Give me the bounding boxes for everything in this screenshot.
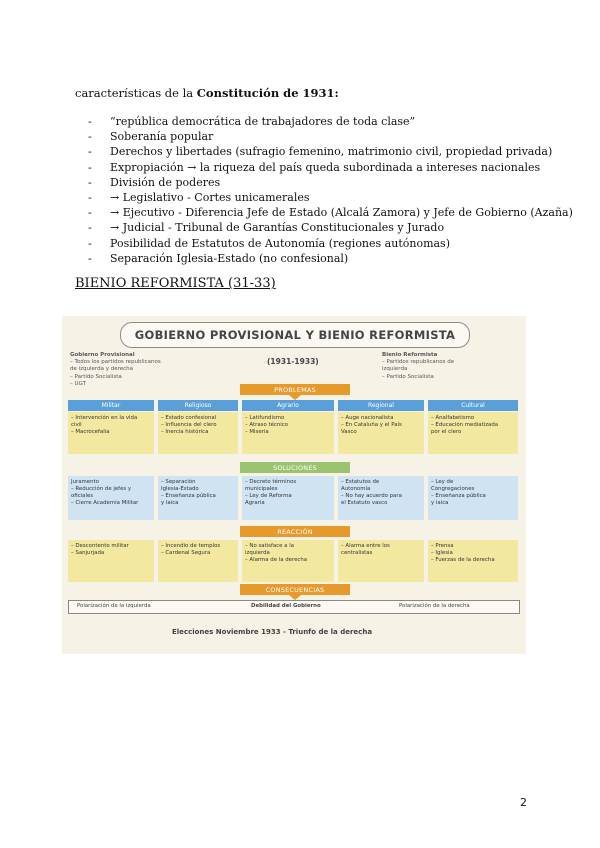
list-item: - Posibilidad de Estatutos de Autonomía (regiones autónomas) (88, 236, 573, 251)
infographic-title: GOBIERNO PROVISIONAL Y BIENIO REFORMISTA (120, 322, 470, 348)
column-header: Militar (68, 400, 154, 411)
period-label: (1931-1933) (267, 357, 319, 366)
solution-cultural: – Ley de Congregaciones – Enseñanza pública y laica (428, 476, 518, 520)
solution-agrario: – Decreto términos municipales – Ley de Reforma Agraria (242, 476, 334, 520)
section-title: BIENIO REFORMISTA (31-33) (75, 276, 276, 291)
column-header: Agrario (242, 400, 334, 411)
list-item: - Expropiación → la riqueza del país queda subordinada a intereses nacionales (88, 160, 573, 175)
list-item: - Soberanía popular (88, 129, 573, 144)
solution-militar: Juramento – Reducción de jefes y oficiales – Cierre Academia Militar (68, 476, 154, 520)
left-box-line: – UGT (70, 380, 86, 387)
reaction-cultural: – Prensa – Iglesia – Fuerzas de la derecha (428, 540, 518, 582)
polarization-left: Polarización de la izquierda (77, 603, 151, 609)
list-item: - División de poderes (88, 175, 573, 190)
intro-prefix: características de la (75, 86, 197, 100)
polarization-right: Polarización de la derecha (399, 603, 470, 609)
list-item: - Derechos y libertades (sufragio femenino, matrimonio civil, propiedad privada) (88, 144, 573, 159)
problem-agrario: – Latifundismo – Atraso técnico – Miseria (242, 412, 334, 454)
right-box-line: – Partido Socialista (382, 373, 434, 380)
problem-regional: – Auge nacionalista – En Cataluña y el País Vasco (338, 412, 424, 454)
solution-regional: – Estatutos de Autonomía – No hay acuerdo para el Estatuto vasco (338, 476, 424, 520)
reaction-religioso: – Incendio de templos – Cardenal Segura (158, 540, 238, 582)
list-item: - → Ejecutivo - Diferencia Jefe de Estado (Alcalá Zamora) y Jefe de Gobierno (Azaña) (88, 205, 573, 220)
intro-bold: Constitución de 1931: (196, 86, 339, 100)
government-weakness: Debilidad del Gobierno (251, 603, 321, 609)
consequences-bar (68, 600, 520, 614)
column-header: Cultural (428, 400, 518, 411)
consequences-band: CONSECUENCIAS (240, 584, 350, 595)
reaction-band: REACCIÓN (240, 526, 350, 537)
left-box-heading: Gobierno Provisional (70, 352, 135, 358)
problems-band: PROBLEMAS (240, 384, 350, 395)
page-number: 2 (520, 796, 527, 809)
final-result: Elecciones Noviembre 1933 - Triunfo de la derecha (172, 628, 373, 636)
list-item: - Separación Iglesia-Estado (no confesional) (88, 251, 573, 266)
left-box (70, 352, 161, 388)
infographic (62, 316, 526, 654)
problem-militar: – Intervención en la vida civil – Macrocefalia (68, 412, 154, 454)
reaction-agrario: – No satisface a la izquierda – Alarma de la derecha (242, 540, 334, 582)
list-item: - → Judicial - Tribunal de Garantías Constitucionales y Jurado (88, 220, 573, 235)
solutions-band: SOLUCIONES (240, 462, 350, 473)
left-box-line: de izquierda y derecha (70, 366, 133, 373)
right-box-line: izquierda (382, 366, 408, 373)
right-box-line: – Partidos republicanos de (382, 359, 455, 366)
reaction-militar: – Descontento militar – Sanjurjada (68, 540, 154, 582)
list-item: - “república democrática de trabajadores de toda clase” (88, 114, 573, 129)
problem-religioso: – Estado confesional – Influencia del clero – Inercia histórica (158, 412, 238, 454)
right-box (382, 352, 454, 381)
right-box-heading: Bienio Reformista (382, 352, 438, 358)
list-item: - → Legislativo - Cortes unicamerales (88, 190, 573, 205)
column-header: Religioso (158, 400, 238, 411)
features-list (88, 114, 573, 266)
column-header: Regional (338, 400, 424, 411)
intro-line (75, 86, 339, 100)
left-box-line: – Todos los partidos republicanos (70, 359, 161, 366)
problem-cultural: – Analfabetismo – Educación mediatizada por el clero (428, 412, 518, 454)
solution-religioso: – Separación Iglesia-Estado – Enseñanza pública y laica (158, 476, 238, 520)
left-box-line: – Partido Socialista (70, 373, 122, 380)
reaction-regional: – Alarma entre los centralistas (338, 540, 424, 582)
